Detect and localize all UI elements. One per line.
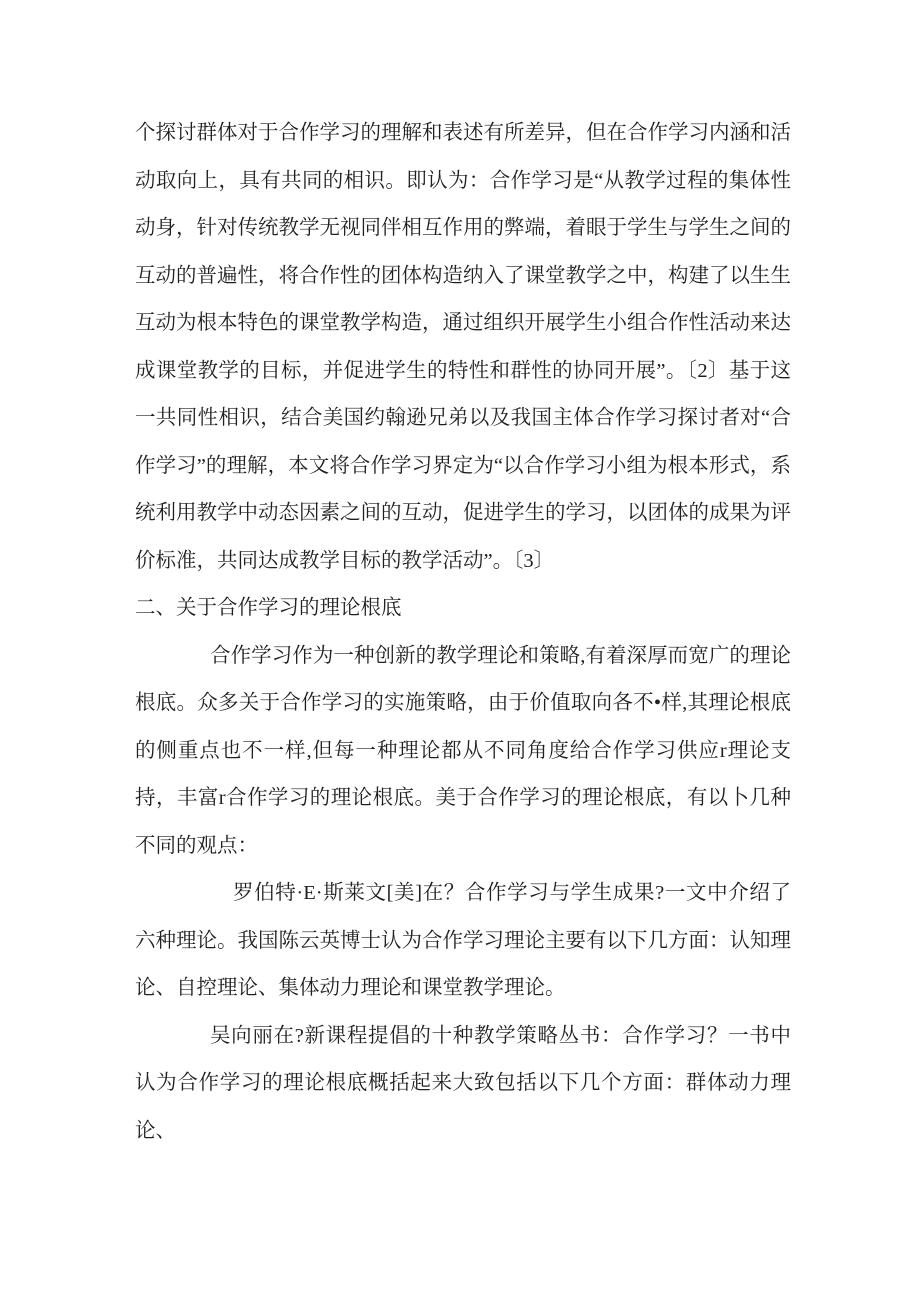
section-heading-theory-basis: 二、关于合作学习的理论根底 <box>135 597 402 619</box>
document-text-block <box>135 110 791 1155</box>
paragraph-slavin-chen-yunying: 罗伯特·E·斯莱文[美]在？合作学习与学生成果?一文中介绍了六种理论。我国陈云英博士认为合作学习理论主要有以下几方面：认知理论、自控理论、集体动力理论和课堂教学理论。 <box>135 882 791 999</box>
paragraph-theory-overview: 合作学习作为一种创新的教学理论和策略,有着深厚而宽广的理论根底。众多关于合作学习的实施策略，由于价值取向各不•样,其理论根底的侧重点也不一样,但每一种理论都从不同角度给合作学习供应r理论支持，丰富r合作学习的理论根底。美于合作学习的理论根底，有以卜几种不同的观点： <box>135 644 791 857</box>
paragraph-cooperative-learning-definition: 个探讨群体对于合作学习的理解和表述有所差异，但在合作学习内涵和活动取向上，具有共同的相识。即认为：合作学习是“从教学过程的集体性动身，针对传统教学无视同伴相互作用的弊端，着眼于学生与学生之间的互动的普遍性，将合作性的团体构造纳入了课堂教学之中，构建了以生生互动为根本特色的课堂教学构造，通过组织开展学生小组合作性活动来达成课堂教学的目标，并促进学生的特性和群性的协同开展”。〔2〕基于这一共同性相识，结合美国约翰逊兄弟以及我国主体合作学习探讨者对“合作学习”的理解，本文将合作学习界定为“以合作学习小组为根本形式，系统利用教学中动态因素之间的互动，促进学生的学习，以团体的成果为评价标准，共同达成教学目标的教学活动”。〔3〕 <box>135 122 791 572</box>
paragraph-wu-xiangli: 吴向丽在?新课程提倡的十种教学策略丛书：合作学习？一书中认为合作学习的理论根底概括起来大致包括以下几个方面：群体动力理论、 <box>135 1024 791 1142</box>
